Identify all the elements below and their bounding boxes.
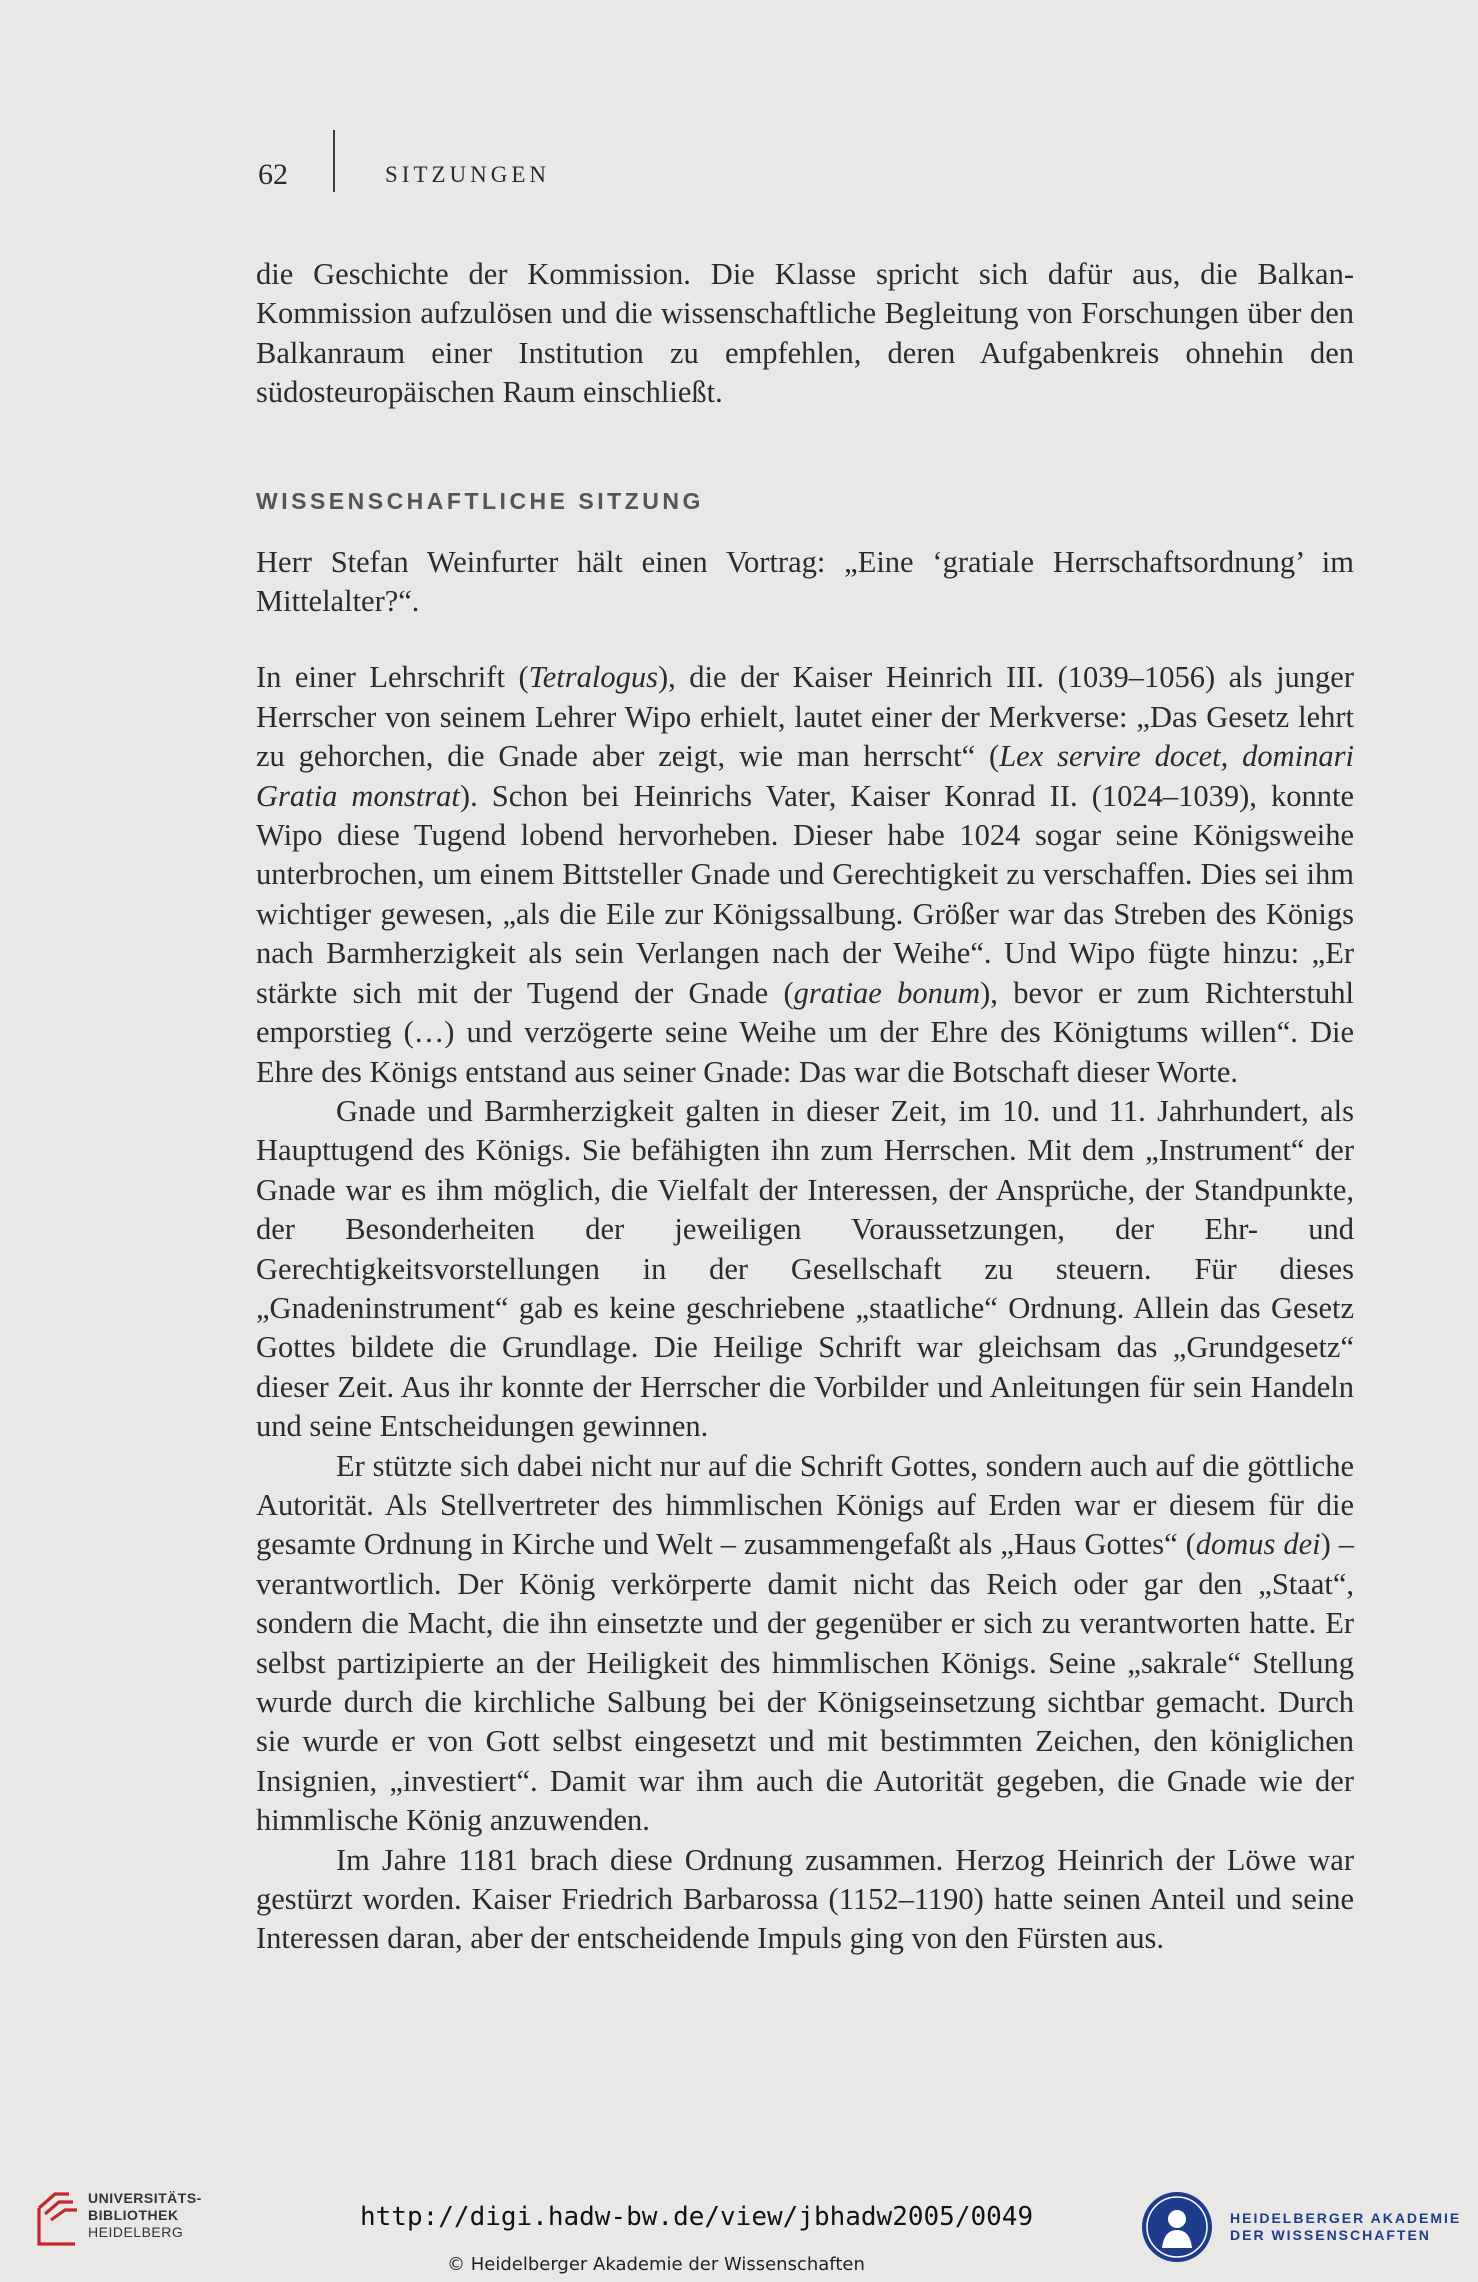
paragraph-lecture: Herr Stefan Weinfurter hält einen Vortrag: „Eine ‘gratiale Herrschaftsordnung’ im Mittelalter?“. bbox=[256, 544, 1354, 619]
footer bbox=[0, 2172, 1478, 2282]
italic-tetralogus: Tetralogus bbox=[528, 660, 658, 695]
italic-gratiae: gratiae bonum bbox=[793, 975, 981, 1010]
paragraph-1181: Im Jahre 1181 brach diese Ordnung zusammen. Herzog Heinrich der Löwe war gestürzt worden. Kaiser Friedrich Barbarossa (1152–1190) hatte seinen Anteil und seine Interessen daran, aber der entscheidende Impuls ging von den Fürsten aus. bbox=[256, 1842, 1354, 1956]
body-text bbox=[256, 255, 1354, 1959]
academy-name: HEIDELBERGER AKADEMIE DER WISSENSCHAFTEN bbox=[1230, 2210, 1462, 2243]
section-heading: WISSENSCHAFTLICHE SITZUNG bbox=[256, 487, 704, 514]
italic-domus-dei: domus dei bbox=[1195, 1527, 1321, 1562]
university-library-name: UNIVERSITÄTS- BIBLIOTHEK HEIDELBERG bbox=[88, 2190, 202, 2240]
footer-copyright: © Heidelberger Akademie der Wissenschaften bbox=[447, 2254, 865, 2275]
page-header bbox=[0, 158, 1478, 198]
paragraph-tetralogus: In einer Lehrschrift (Tetralogus), die der Kaiser Heinrich III. (1039–1056) als junger Herrscher von seinem Lehrer Wipo erhielt, lautet einer der Merkverse: „Das Gesetz lehrt zu gehorchen, die Gnade aber zeigt, wie man herrscht“ (Lex servire docet, dominari Gratia monstrat). Schon bei Heinrichs Vater, Kaiser Konrad II. (1024–1039), konnte Wipo diese Tugend lobend hervorheben. Dieser habe 1024 sogar seine Königsweihe unterbrochen, um einem Bittsteller Gnade und Gerechtigkeit zu verschaffen. Dies sei ihm wichtiger gewesen, „als die Eile zur Königssalbung. Größer war das Streben des Königs nach Barmherzigkeit als sein Verlangen nach der Weihe“. Und Wipo fügte hinzu: „Er stärkte sich mit der Tugend der Gnade (gratiae bonum), bevor er zum Richterstuhl emporstieg (…) und verzögerte seine Weihe um der Ehre des Königtums willen“. Die Ehre des Königs entstand aus seiner Gnade: Das war die Botschaft dieser Worte. bbox=[256, 660, 1355, 1089]
italic-lex: Lex servire docet, dominari Gratia monstrat bbox=[256, 739, 1354, 813]
footer-url-link[interactable]: http://digi.hadw-bw.de/view/jbhadw2005/0049 bbox=[360, 2202, 1034, 2232]
university-library-logo-icon bbox=[35, 2188, 81, 2248]
running-head: SITZUNGEN bbox=[385, 162, 551, 187]
academy-seal-icon bbox=[1140, 2190, 1214, 2264]
header-divider bbox=[333, 130, 335, 192]
page-number: 62 bbox=[258, 158, 288, 191]
paragraph-commission: die Geschichte der Kommission. Die Klasse spricht sich dafür aus, die Balkan-Kommission aufzulösen und die wissenschaftliche Begleitung von Forschungen über den Balkanraum einer Institution zu empfehlen, deren Aufgabenkreis ohnehin den südosteuropäischen Raum einschließt. bbox=[256, 257, 1354, 410]
paragraph-gnade: Gnade und Barmherzigkeit galten in dieser Zeit, im 10. und 11. Jahrhundert, als Haupttugend des Königs. Sie befähigten ihn zum Herrschen. Mit dem „Instrument“ der Gnade war es ihm möglich, die Vielfalt der Interessen, der Ansprüche, der Standpunkte, der Besonderheiten der jeweiligen Voraussetzungen, der Ehr- und Gerechtigkeitsvorstellungen in der Gesellschaft zu steuern. Für dieses „Gnadeninstrument“ gab es keine geschriebene „staatliche“ Ordnung. Allein das Gesetz Gottes bildete die Grundlage. Die Heilige Schrift war gleichsam das „Grundgesetz“ dieser Zeit. Aus ihr konnte der Herrscher die Vorbilder und Anleitungen für sein Handeln und seine Entscheidungen gewinnen. bbox=[256, 1093, 1354, 1444]
paragraph-autoritaet: Er stützte sich dabei nicht nur auf die Schrift Gottes, sondern auch auf die göttliche Autorität. Als Stellvertreter des himmlischen Königs auf Erden war er diesem für die gesamte Ordnung in Kirche und Welt – zusammengefaßt als „Haus Gottes“ (domus dei) – verantwortlich. Der König verkörperte damit nicht das Reich oder gar den „Staat“, sondern die Macht, die ihn einsetzte und der gegenüber er sich zu verantworten hatte. Er selbst partizipierte an der Heiligkeit des himmlischen Königs. Seine „sakrale“ Stellung wurde durch die kirchliche Salbung bei der Königseinsetzung sichtbar gemacht. Durch sie wurde er von Gott selbst eingesetzt und mit bestimmten Zeichen, den königlichen Insignien, „investiert“. Damit war ihm auch die Autorität gegeben, die Gnade wie der himmlische König anzuwenden. bbox=[256, 1448, 1354, 1838]
